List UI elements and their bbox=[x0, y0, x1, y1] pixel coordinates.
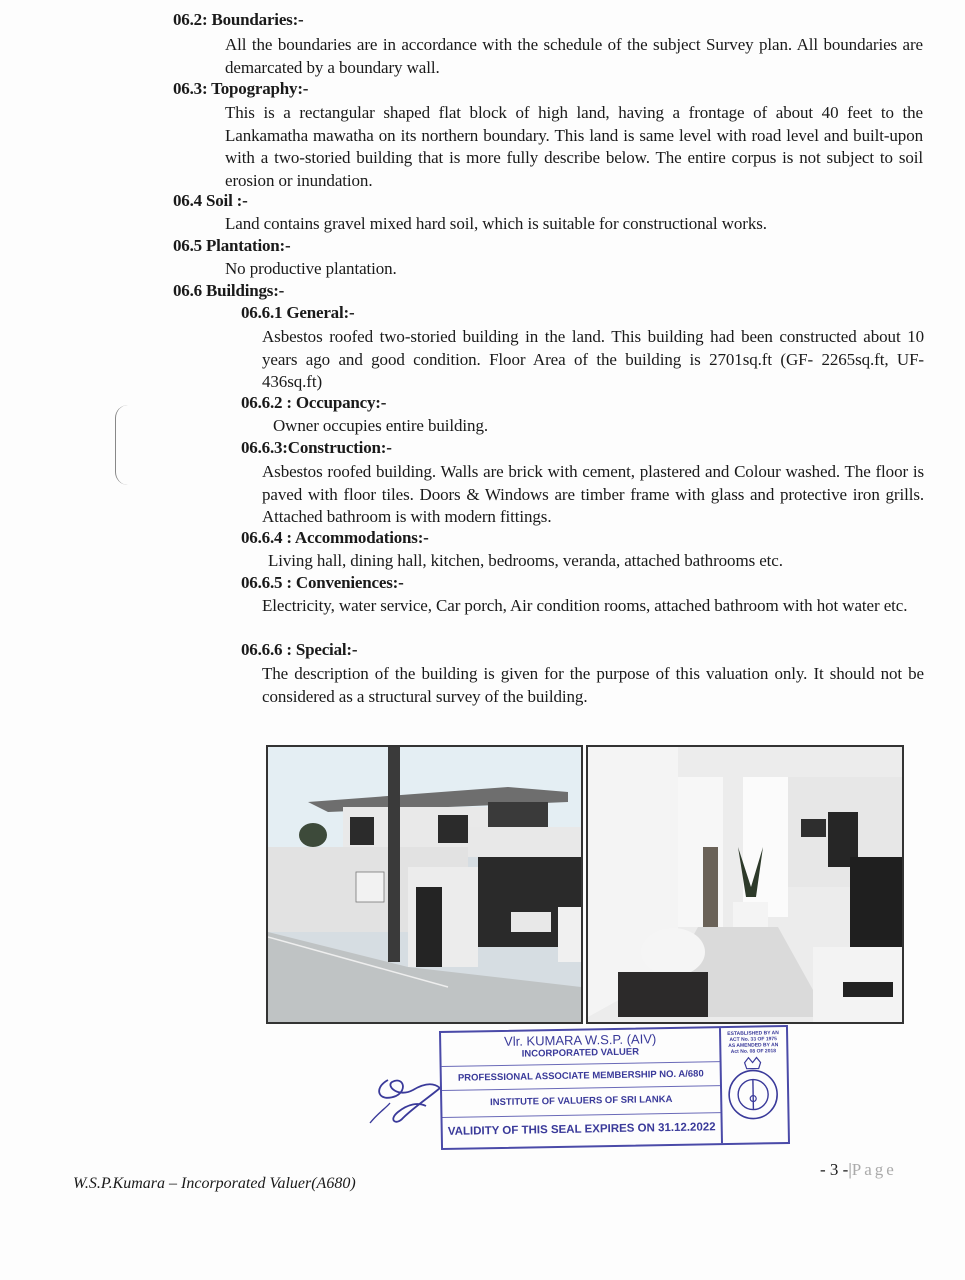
exterior-photo-illustration bbox=[268, 747, 581, 1022]
text-occupancy: Owner occupies entire building. bbox=[273, 416, 489, 435]
heading-general: 06.6.1 General:- bbox=[241, 303, 355, 322]
heading-topography: 06.3: Topography:- bbox=[173, 79, 309, 98]
stamp-membership: PROFESSIONAL ASSOCIATE MEMBERSHIP NO. A/680 bbox=[442, 1062, 720, 1091]
heading-plantation: 06.5 Plantation:- bbox=[173, 236, 291, 255]
footer-page-number: - 3 -|Page bbox=[820, 1160, 897, 1179]
heading-construction: 06.6.3:Construction:- bbox=[241, 438, 392, 457]
heading-conveniences: 06.6.5 : Conveniences:- bbox=[241, 573, 404, 592]
text-construction: Asbestos roofed building. Walls are brick with cement, plastered and Colour washed. The floor is paved with floor tiles. Doors & Windows are timber frame with glass and protective iron grills. Attached bathroom is with modern fittings. bbox=[262, 462, 924, 527]
heading-soil: 06.4 Soil :- bbox=[173, 191, 248, 210]
stamp-seal bbox=[722, 1027, 786, 1143]
seal-text: ESTABLISHED BY AN ACT No. 33 OF 1975 AS AMENDED BY AN Act No. 08 OF 2018 bbox=[727, 1030, 779, 1055]
text-plantation: No productive plantation. bbox=[225, 259, 397, 278]
stamp-header bbox=[441, 1028, 720, 1067]
footer-author: W.S.P.Kumara – Incorporated Valuer(A680) bbox=[73, 1175, 356, 1192]
valuer-stamp bbox=[439, 1025, 790, 1150]
pencil-mark bbox=[115, 405, 128, 485]
institute-emblem-icon bbox=[722, 1054, 783, 1125]
heading-special: 06.6.6 : Special:- bbox=[241, 640, 358, 659]
page-label: Page bbox=[851, 1160, 897, 1179]
heading-buildings: 06.6 Buildings:- bbox=[173, 281, 285, 300]
interior-photo-illustration bbox=[588, 747, 902, 1022]
stamp-name: Vlr. KUMARA W.S.P. (AIV) bbox=[503, 1031, 657, 1049]
page-number: - 3 - bbox=[820, 1160, 849, 1179]
photo-interior bbox=[586, 745, 904, 1024]
stamp-institute: INSTITUTE OF VALUERS OF SRI LANKA bbox=[442, 1086, 720, 1118]
photo-exterior bbox=[266, 745, 583, 1024]
text-conveniences: Electricity, water service, Car porch, Air condition rooms, attached bathroom with hot water etc. bbox=[262, 596, 908, 615]
heading-occupancy: 06.6.2 : Occupancy:- bbox=[241, 393, 387, 412]
stamp-validity: VALIDITY OF THIS SEAL EXPIRES ON 31.12.2022 bbox=[447, 1121, 716, 1138]
text-boundaries: All the boundaries are in accordance with the schedule of the subject Survey plan. All boundaries are demarcated by a boundary wall. bbox=[225, 35, 923, 77]
text-accommodations: Living hall, dining hall, kitchen, bedrooms, veranda, attached bathrooms etc. bbox=[268, 551, 783, 570]
signature bbox=[368, 1068, 446, 1128]
text-soil: Land contains gravel mixed hard soil, which is suitable for constructional works. bbox=[225, 214, 767, 233]
text-special: The description of the building is given for the purpose of this valuation only. It should not be considered as a structural survey of the building. bbox=[262, 664, 924, 706]
text-general: Asbestos roofed two-storied building in the land. This building had been constructed about 10 years ago and good condition. Floor Area of the building is 2701sq.ft (GF- 2265sq.ft, UF- 436sq.ft) bbox=[262, 327, 924, 392]
stamp-title: INCORPORATED VALUER bbox=[521, 1046, 640, 1060]
text-topography: This is a rectangular shaped flat block of high land, having a frontage of about 40 feet to the Lankamatha mawatha on its northern boundary. This land is same level with road level and built-upon with a two-storied building that is more fully describe below. The entire corpus is not subject to soil erosion or inundation. bbox=[225, 103, 923, 190]
heading-boundaries: 06.2: Boundaries:- bbox=[173, 10, 304, 29]
heading-accommodations: 06.6.4 : Accommodations:- bbox=[241, 528, 429, 547]
stamp-text-block bbox=[441, 1028, 723, 1148]
